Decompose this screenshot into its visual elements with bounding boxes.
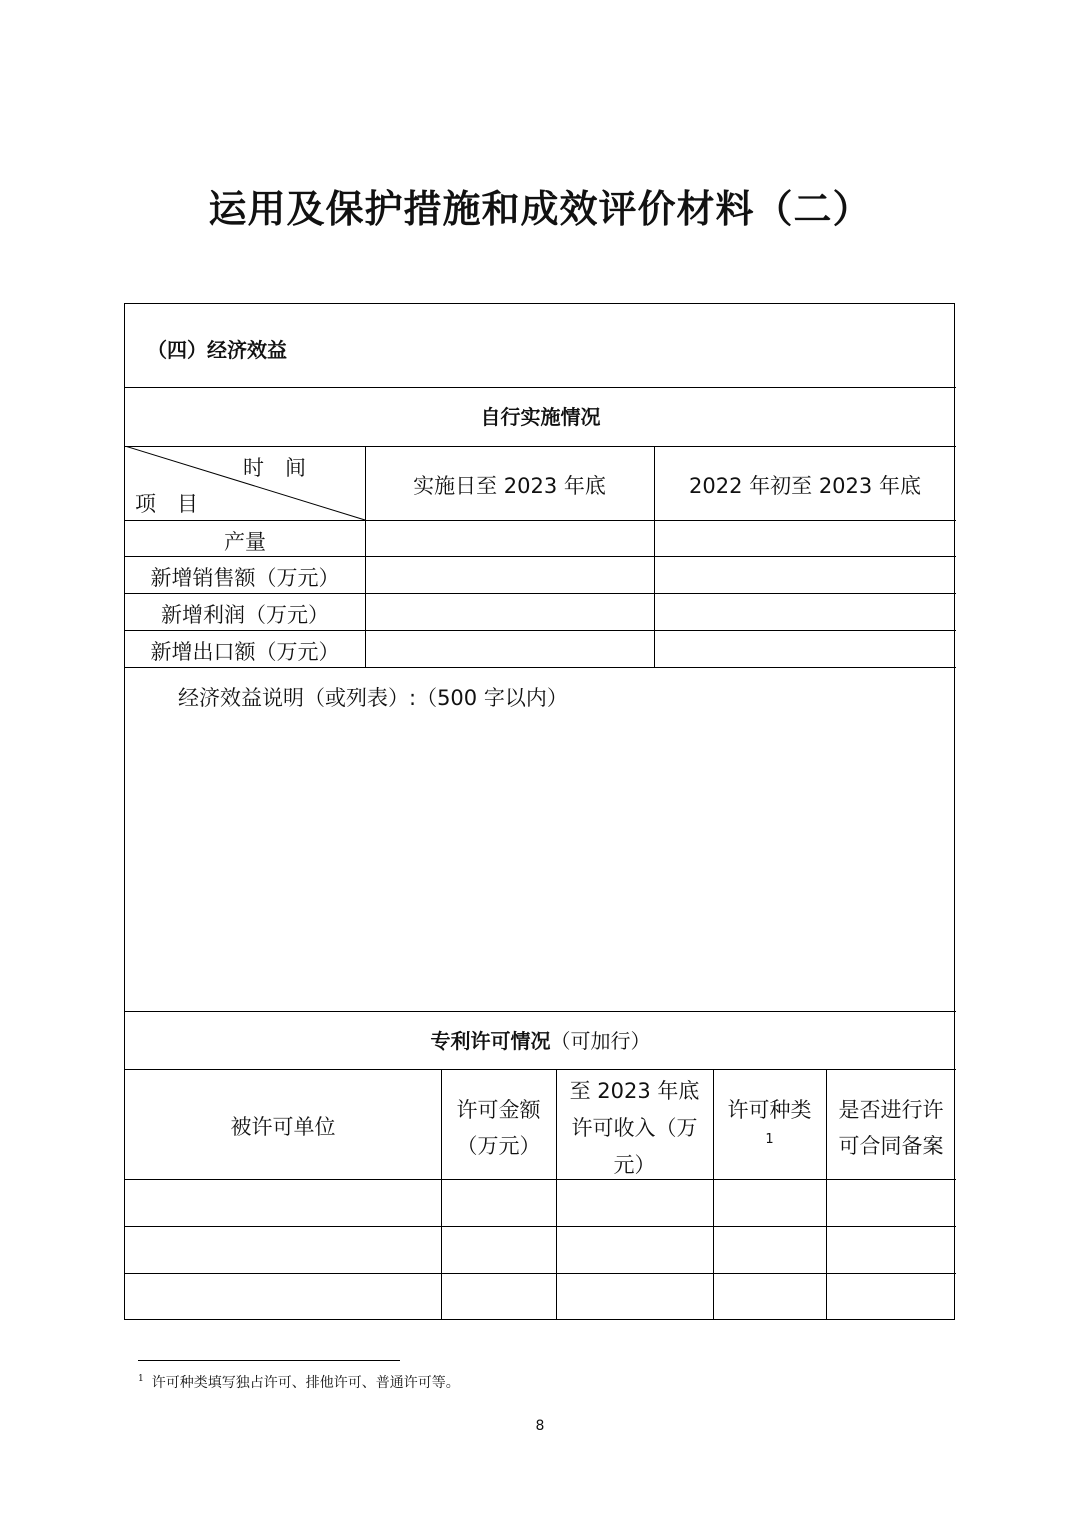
header-licensee: 被许可单位 (230, 1115, 336, 1139)
column-header-since-implementation: 实施日至 2023 年底 (413, 474, 606, 498)
row-label-new-export: 新增出口额（万元） (150, 640, 340, 664)
row-divider (125, 1226, 956, 1227)
footnote-text: 许可种类填写独占许可、排他许可、普通许可等。 (151, 1375, 460, 1391)
page-number: 8 (535, 1418, 545, 1434)
row-divider (125, 387, 956, 388)
footnote-marker: 1 (138, 1374, 144, 1385)
header-filing-line2: 可合同备案 (838, 1134, 944, 1158)
footnote-divider (138, 1360, 400, 1361)
patent-license-heading-bold: 专利许可情况 (430, 1029, 551, 1053)
self-implementation-heading: 自行实施情况 (480, 405, 601, 429)
header-income-line1: 至 2023 年底 (569, 1079, 700, 1103)
row-divider (125, 593, 956, 594)
row-divider (125, 1069, 956, 1070)
row-divider (125, 1011, 956, 1012)
corner-label-time: 时 间 (243, 456, 306, 480)
evaluation-form-table (124, 303, 955, 1320)
page-title: 运用及保护措施和成效评价材料（二） (208, 187, 872, 231)
row-label-output: 产量 (224, 530, 266, 554)
row-divider (125, 1179, 956, 1180)
corner-label-item: 项 目 (135, 492, 198, 516)
column-divider (556, 1069, 557, 1320)
patent-license-heading-note: （可加行） (550, 1029, 651, 1053)
header-amount-line1: 许可金额 (456, 1098, 541, 1122)
header-amount-line2: （万元） (456, 1134, 541, 1158)
header-license-type-footnote-marker: 1 (765, 1132, 774, 1147)
footnote (138, 1372, 460, 1392)
economic-benefit-explanation-label: 经济效益说明（或列表）:（500 字以内） (178, 686, 568, 710)
column-header-2022-2023: 2022 年初至 2023 年底 (689, 474, 921, 498)
row-label-new-profit: 新增利润（万元） (161, 603, 329, 627)
row-divider (125, 667, 956, 668)
header-income-line3: 元） (613, 1153, 656, 1177)
section-heading: （四）经济效益 (147, 338, 287, 362)
row-divider (125, 556, 956, 557)
row-divider (125, 1273, 956, 1274)
header-income-line2: 许可收入（万 (571, 1116, 698, 1140)
header-license-type: 许可种类 (727, 1098, 812, 1122)
patent-license-heading (125, 1031, 956, 1051)
row-label-new-sales: 新增销售额（万元） (150, 566, 340, 590)
row-divider (125, 630, 956, 631)
header-filing-line1: 是否进行许 (838, 1098, 944, 1122)
